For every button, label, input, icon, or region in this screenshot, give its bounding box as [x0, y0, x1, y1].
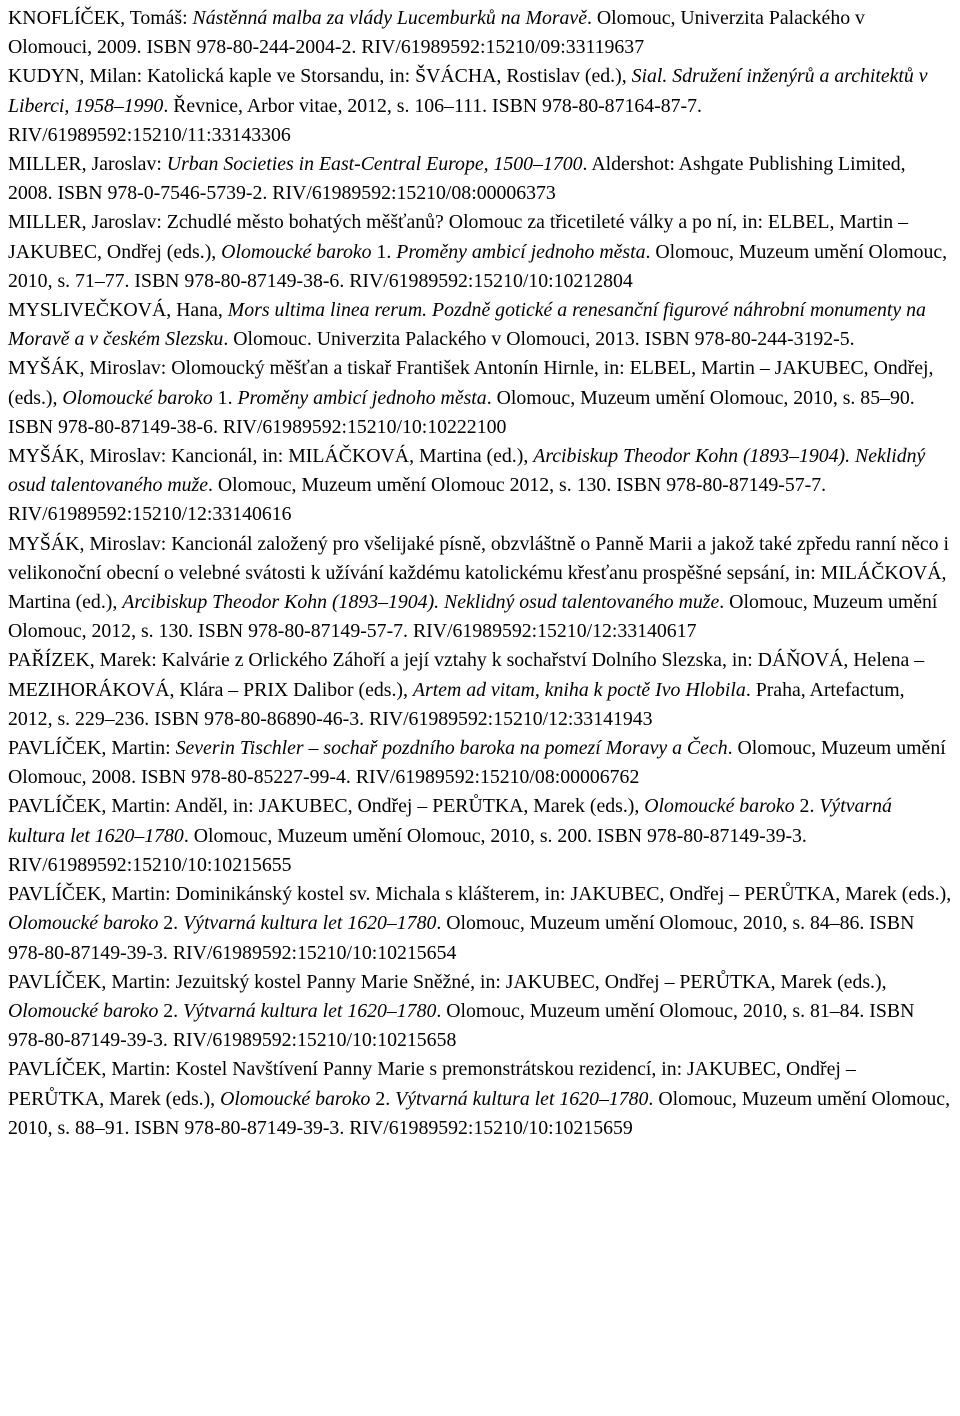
bibliography-entry: [8, 646, 952, 734]
bibliography-entry: [8, 442, 952, 530]
entry-text: PAVLÍČEK, Martin: Anděl, in: JAKUBEC, Ondřej – PERŮTKA, Marek (eds.),: [8, 795, 645, 818]
entry-text: MYSLIVEČKOVÁ, Hana,: [8, 299, 228, 322]
bibliography-entry: [8, 792, 952, 880]
entry-text: MYŠÁK, Miroslav: Olomoucký měšťan a tiskař František Antonín Hirnle, in: ELBEL, Martin – JAKUBEC, Ondřej, (eds.),: [8, 357, 934, 409]
entry-title-italic: Artem ad vitam, kniha k poctě Ivo Hlobila: [412, 678, 746, 701]
entry-text: 2.: [370, 1087, 396, 1110]
bibliography-entry: [8, 150, 952, 208]
entry-title-italic: Proměny ambicí jednoho města: [396, 240, 646, 263]
entry-text: PAVLÍČEK, Martin: Dominikánský kostel sv. Michala s klášterem, in: JAKUBEC, Ondřej – PERŮTKA, Marek (eds.),: [8, 883, 952, 906]
bibliography-entry: [8, 354, 952, 442]
entry-text: . Praha, Artefactum, 2012, s. 229–236. ISBN 978-80-86890-46-3. RIV/61989592:15210/12:33141943: [8, 678, 905, 730]
entry-text: . Olomouc, Muzeum umění Olomouc, 2010, s. 85–90. ISBN 978-80-87149-38-6. RIV/61989592:15210/10:10222100: [8, 386, 915, 438]
entry-text: . Olomouc, Muzeum umění Olomouc, 2010, s. 71–77. ISBN 978-80-87149-38-6. RIV/61989592:15210/10:10212804: [8, 240, 948, 292]
entry-text: 2.: [794, 795, 820, 818]
entry-title-italic: Arcibiskup Theodor Kohn (1893–1904). Neklidný osud talentovaného muže: [8, 445, 926, 497]
entry-title-italic: Olomoucké baroko: [221, 240, 372, 263]
bibliography-entry: [8, 62, 952, 150]
entry-title-italic: Urban Societies in East-Central Europe, 1500–1700: [166, 153, 583, 176]
entry-text: MILLER, Jaroslav:: [8, 153, 167, 176]
entry-title-italic: Olomoucké baroko: [8, 999, 159, 1022]
entry-text: . Olomouc, Muzeum umění Olomouc, 2010, s. 200. ISBN 978-80-87149-39-3. RIV/61989592:15210/10:10215655: [8, 824, 807, 876]
entry-text: MILLER, Jaroslav: Zchudlé město bohatých měšťanů? Olomouc za třicetileté války a po ní, in: ELBEL, Martin – JAKUBEC, Ondřej (eds.),: [8, 211, 909, 263]
bibliography-entry: [8, 296, 952, 354]
entry-title-italic: Severin Tischler – sochař pozdního baroka na pomezí Moravy a Čech: [175, 737, 728, 760]
entry-title-italic: Olomoucké baroko: [644, 795, 795, 818]
entry-title-italic: Sial. Sdružení inženýrů a architektů v Liberci, 1958–1990: [8, 65, 928, 117]
entry-text: 1.: [212, 386, 238, 409]
bibliography-entry: [8, 4, 952, 62]
entry-title-italic: Olomoucké baroko: [220, 1087, 371, 1110]
entry-title-italic: Nástěnná malba za vlády Lucemburků na Moravě: [192, 7, 587, 29]
entry-title-italic: Mors ultima linea rerum. Pozdně gotické a renesanční figurové náhrobní monumenty na Moravě a v českém Slezsku: [8, 299, 926, 351]
entry-text: MYŠÁK, Miroslav: Kancionál, in: MILÁČKOVÁ, Martina (ed.),: [8, 445, 534, 468]
bibliography-entry: [8, 734, 952, 792]
entry-title-italic: Výtvarná kultura let 1620–1780: [8, 795, 892, 847]
entry-text: PAVLÍČEK, Martin: Jezuitský kostel Panny Marie Sněžné, in: JAKUBEC, Ondřej – PERŮTKA, Marek (eds.),: [8, 970, 887, 993]
entry-title-italic: Arcibiskup Theodor Kohn (1893–1904). Neklidný osud talentovaného muže: [122, 591, 720, 614]
bibliography-entry: [8, 880, 952, 968]
entry-title-italic: Výtvarná kultura let 1620–1780: [183, 999, 437, 1022]
entry-text: PAVLÍČEK, Martin: Kostel Navštívení Panny Marie s premonstrátskou rezidencí, in: JAKUBEC, Ondřej – PERŮTKA, Marek (eds.),: [8, 1058, 856, 1110]
entry-text: . Olomouc, Univerzita Palackého v Olomouci, 2009. ISBN 978-80-244-2004-2. RIV/61989592:15210/09:33119637: [8, 7, 865, 59]
entry-text: 2.: [158, 999, 184, 1022]
entry-text: PAŘÍZEK, Marek: Kalvárie z Orlického Záhoří a její vztahy k sochařství Dolního Slezska, in: DÁŇOVÁ, Helena – MEZIHORÁKOVÁ, Klára – PRIX Dalibor (eds.),: [8, 649, 925, 701]
entry-text: . Olomouc, Muzeum umění Olomouc, 2012, s. 130. ISBN 978-80-87149-57-7. RIV/61989592:15210/12:33140617: [8, 591, 938, 643]
entry-text: . Olomouc, Muzeum umění Olomouc, 2010, s. 88–91. ISBN 978-80-87149-39-3. RIV/61989592:15210/10:10215659: [8, 1087, 951, 1139]
entry-title-italic: Olomoucké baroko: [8, 912, 159, 935]
bibliography-entry: [8, 208, 952, 296]
entry-title-italic: Výtvarná kultura let 1620–1780: [395, 1087, 649, 1110]
entry-text: PAVLÍČEK, Martin:: [8, 737, 176, 760]
entry-text: . Olomouc, Muzeum umění Olomouc, 2008. ISBN 978-80-85227-99-4. RIV/61989592:15210/08:00006762: [8, 737, 946, 789]
entry-text: 1.: [371, 240, 397, 263]
entry-text: KUDYN, Milan: Katolická kaple ve Storsandu, in: ŠVÁCHA, Rostislav (ed.),: [8, 65, 632, 88]
entry-text: 2.: [158, 912, 184, 935]
entry-title-italic: Výtvarná kultura let 1620–1780: [183, 912, 437, 935]
entry-text: . Řevnice, Arbor vitae, 2012, s. 106–111. ISBN 978-80-87164-87-7. RIV/61989592:15210/11:33143306: [8, 94, 702, 146]
bibliography-entry: [8, 968, 952, 1056]
entry-text: . Olomouc, Muzeum umění Olomouc, 2010, s. 84–86. ISBN 978-80-87149-39-3. RIV/61989592:15210/10:10215654: [8, 912, 915, 964]
entry-text: . Olomouc, Muzeum umění Olomouc 2012, s. 130. ISBN 978-80-87149-57-7. RIV/61989592:15210/12:33140616: [8, 474, 827, 526]
entry-text: . Olomouc. Univerzita Palackého v Olomouci, 2013. ISBN 978-80-244-3192-5.: [223, 328, 855, 351]
bibliography-entry: [8, 530, 952, 647]
entry-text: MYŠÁK, Miroslav: Kancionál založený pro všelijaké písně, obzvláštně o Panně Marii a jakož také zpředu ranní něco i velikonoční obecní o velebné svátosti k užívání každému katolickému křesťanu prospěšné sepsání, in: MILÁČKOVÁ, Martina (ed.),: [8, 532, 949, 614]
entry-text: . Aldershot: Ashgate Publishing Limited, 2008. ISBN 978-0-7546-5739-2. RIV/61989592:15210/08:00006373: [8, 153, 906, 205]
entry-text: . Olomouc, Muzeum umění Olomouc, 2010, s. 81–84. ISBN 978-80-87149-39-3. RIV/61989592:15210/10:10215658: [8, 999, 915, 1052]
entry-text: KNOFLÍČEK, Tomáš:: [8, 7, 193, 29]
entry-title-italic: Olomoucké baroko: [62, 386, 213, 409]
entry-title-italic: Proměny ambicí jednoho města: [237, 386, 487, 409]
bibliography-entry: [8, 1055, 952, 1143]
